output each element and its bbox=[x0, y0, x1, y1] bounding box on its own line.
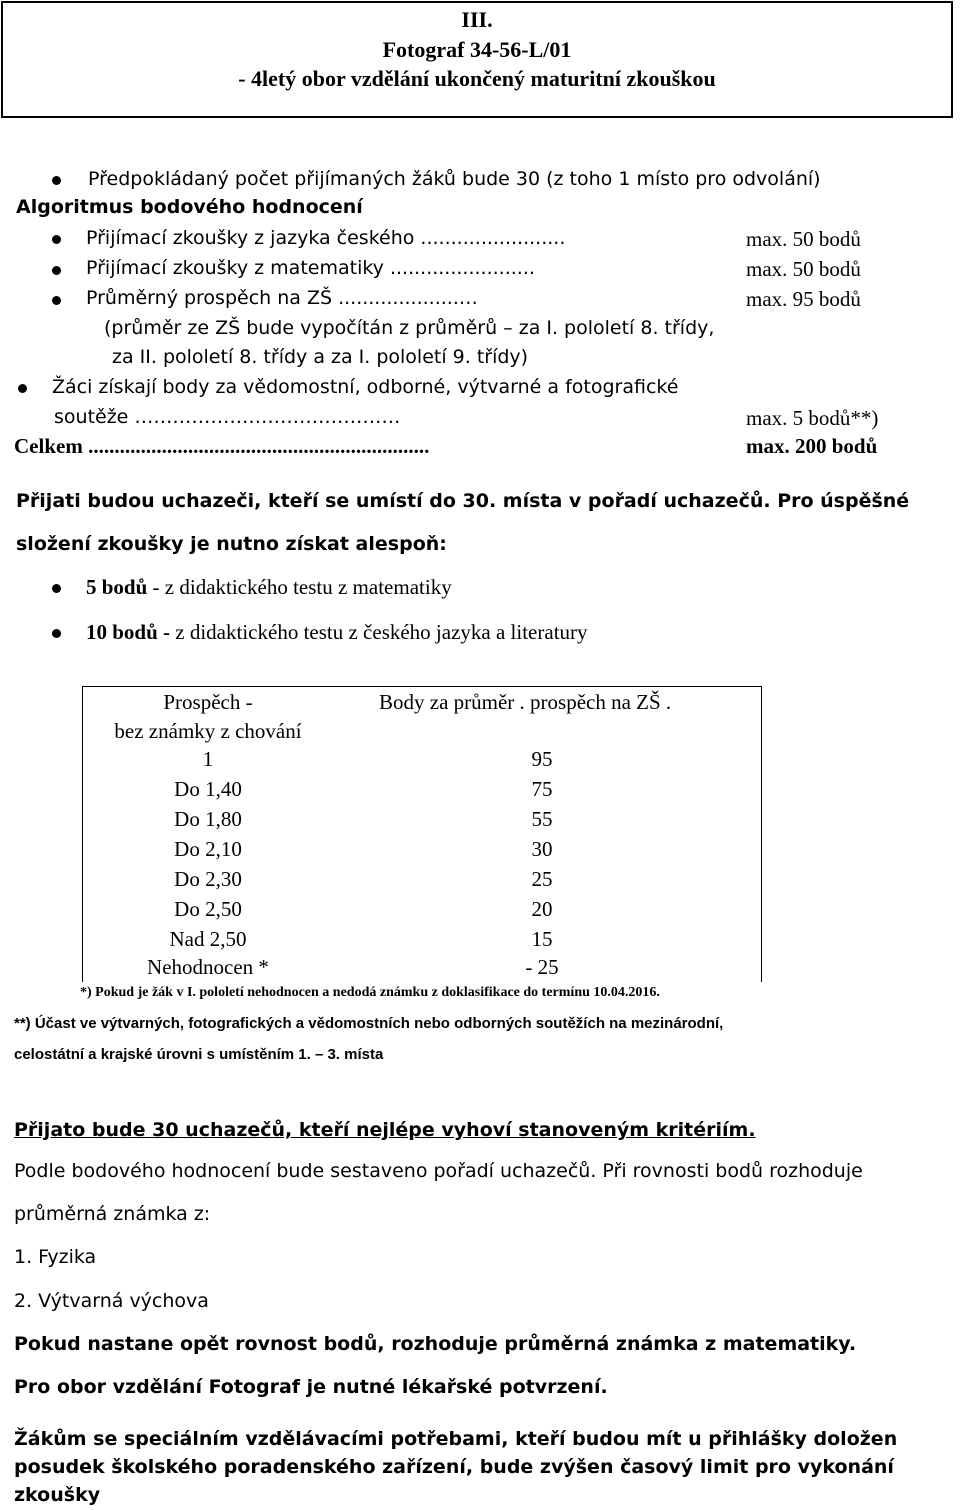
special-needs-line3: zkoušky bbox=[14, 1484, 101, 1506]
bullet-icon bbox=[52, 176, 61, 185]
table-header-grade-line2: bez známky z chování bbox=[114, 719, 302, 743]
minimum-math-points: 5 bodů bbox=[86, 575, 148, 599]
table-cell-grade: Nad 2,50 bbox=[169, 927, 247, 951]
section-number: III. bbox=[461, 7, 493, 32]
table-cell-grade: Do 2,10 bbox=[174, 837, 242, 861]
table-cell-points: 20 bbox=[531, 897, 553, 921]
table-cell-points: 25 bbox=[531, 867, 553, 891]
criterion-math-max: max. 50 bodů bbox=[746, 257, 861, 281]
admission-line2: složení zkoušky je nutno získat alespoň: bbox=[16, 533, 447, 555]
average-note-line2: za II. pololetí 8. třídy a za I. pololetí 9. třídy) bbox=[112, 346, 529, 368]
bullet-icon bbox=[52, 584, 61, 593]
table-cell-grade: Do 1,80 bbox=[174, 807, 242, 831]
minimum-czech-text: z didaktického testu z českého jazyka a literatury bbox=[175, 620, 588, 644]
bullet-icon bbox=[18, 384, 27, 393]
table-cell-grade: 1 bbox=[202, 747, 214, 771]
footnote-unassessed: *) Pokud je žák v I. pololetí nehodnocen a nedodá známku z doklasifikace do termínu 10.04.2016. bbox=[80, 985, 660, 1000]
competition-line2: soutěže …………………………………… bbox=[54, 406, 401, 428]
special-needs-line2: posudek školského poradenského zařízení, bude zvýšen časový limit pro vykonání bbox=[14, 1456, 894, 1478]
criterion-average-max: max. 95 bodů bbox=[746, 287, 861, 311]
table-cell-grade: Do 1,40 bbox=[174, 777, 242, 801]
criterion-math: Přijímací zkoušky z matematiky ........................ bbox=[86, 257, 535, 279]
minimum-czech bbox=[86, 620, 588, 645]
bullet-icon bbox=[52, 235, 61, 244]
footnote-competitions-line2: celostátní a krajské úrovni s umístěním 1. – 3. místa bbox=[14, 1046, 384, 1063]
bullet-icon bbox=[52, 629, 61, 638]
table-cell-points: 15 bbox=[531, 927, 553, 951]
minimum-czech-points: 10 bodů - bbox=[86, 620, 171, 644]
table-cell-grade: Do 2,30 bbox=[174, 867, 242, 891]
math-tiebreak: Pokud nastane opět rovnost bodů, rozhoduje průměrná známka z matematiky. bbox=[14, 1333, 857, 1355]
table-header-points: Body za průměr . prospěch na ZŠ . bbox=[379, 690, 672, 714]
expected-count: Předpokládaný počet přijímaných žáků bude 30 (z toho 1 místo pro odvolání) bbox=[88, 168, 821, 190]
admission-line1: Přijati budou uchazeči, kteří se umístí do 30. místa v pořadí uchazečů. Pro úspěšné bbox=[16, 490, 910, 512]
score-table bbox=[82, 686, 762, 982]
criterion-average: Průměrný prospěch na ZŠ ....................… bbox=[86, 287, 478, 309]
table-cell-grade: Do 2,50 bbox=[174, 897, 242, 921]
total-label: Celkem ................................................................. bbox=[14, 434, 430, 458]
acceptance-statement: Přijato bude 30 uchazečů, kteří nejlépe vyhoví stanoveným kritériím. bbox=[14, 1119, 756, 1141]
footnote-competitions-line1: **) Účast ve výtvarných, fotografických a vědomostních nebo odborných soutěžích na mezinárodní, bbox=[14, 1015, 724, 1032]
criterion-czech: Přijímací zkoušky z jazyka českého ........................ bbox=[86, 227, 566, 249]
table-header-grade-line1: Prospěch - bbox=[163, 690, 253, 714]
competition-line1: Žáci získají body za vědomostní, odborné, výtvarné a fotografické bbox=[52, 376, 679, 398]
table-cell-points: 95 bbox=[531, 747, 553, 771]
bullet-icon bbox=[52, 296, 61, 305]
algorithm-heading: Algoritmus bodového hodnocení bbox=[16, 196, 363, 218]
total-max: max. 200 bodů bbox=[746, 434, 878, 458]
medical-requirement: Pro obor vzdělání Fotograf je nutné lékařské potvrzení. bbox=[14, 1376, 608, 1398]
header-box bbox=[1, 1, 953, 118]
order-line1: Podle bodového hodnocení bude sestaveno pořadí uchazečů. Při rovnosti bodů rozhoduje bbox=[14, 1160, 863, 1182]
special-needs-line1: Žákům se speciálním vzdělávacími potřebami, kteří budou mít u přihlášky doložen bbox=[14, 1428, 898, 1450]
tiebreak-art: 2. Výtvarná výchova bbox=[14, 1290, 209, 1312]
minimum-math-text: - z didaktického testu z matematiky bbox=[152, 575, 452, 599]
average-note-line1: (průměr ze ZŠ bude vypočítán z průměrů – za I. pololetí 8. třídy, bbox=[104, 317, 715, 339]
bullet-icon bbox=[52, 266, 61, 275]
table-cell-points: 55 bbox=[531, 807, 553, 831]
table-cell-points: 30 bbox=[531, 837, 553, 861]
criterion-czech-max: max. 50 bodů bbox=[746, 227, 861, 251]
table-cell-points: 75 bbox=[531, 777, 553, 801]
table-cell-points: - 25 bbox=[525, 955, 559, 979]
order-line2: průměrná známka z: bbox=[14, 1203, 211, 1225]
competition-max: max. 5 bodů**) bbox=[746, 406, 879, 430]
minimum-math bbox=[86, 575, 452, 600]
tiebreak-physics: 1. Fyzika bbox=[14, 1246, 97, 1268]
program-code: Fotograf 34-56-L/01 bbox=[382, 37, 572, 62]
table-cell-grade: Nehodnocen * bbox=[147, 955, 269, 979]
program-description: - 4letý obor vzdělání ukončený maturitní zkouškou bbox=[238, 66, 716, 91]
